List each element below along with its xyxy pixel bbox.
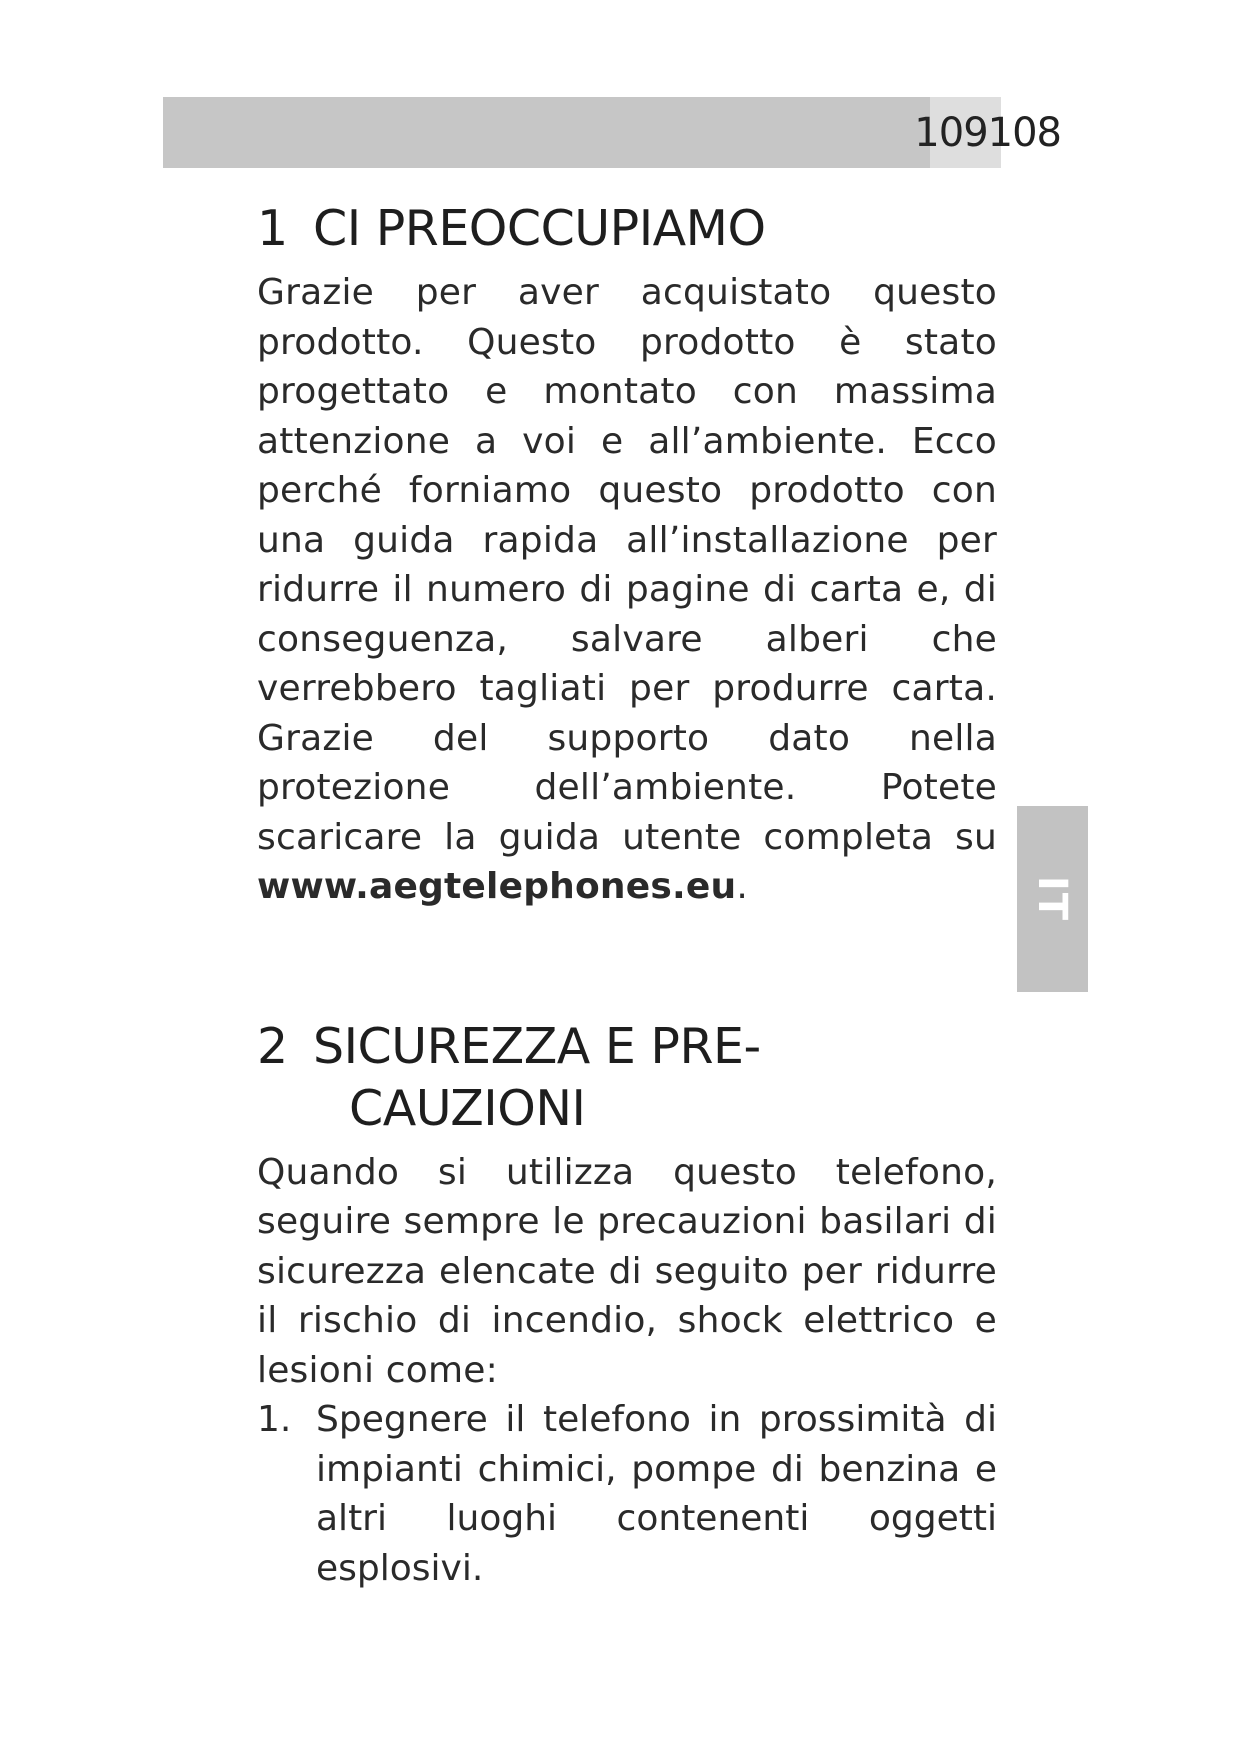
section-2-intro: Quando si utilizza questo telefono, seguire sempre le precauzioni basilari di sicurezza elencate di seguito per ridurre il rischio di incendio, shock elettrico e lesioni come: (257, 1151, 997, 1391)
section-1-number: 1 (257, 200, 288, 257)
header-bar (163, 97, 930, 168)
safety-list (257, 1395, 997, 1593)
section-1-title-text: CI PREOCCUPIAMO (313, 200, 766, 257)
section-1-body-text: Grazie per aver acquistato questo prodotto. Questo prodotto è stato progettato e montato con massima attenzione a voi e all’ambiente. Ecco perché forniamo questo prodotto con una guida rapida all’installazione per ridurre il numero di pagine di carta e, di conseguenza, salvare alberi che verrebbero tagliati per produrre carta. Grazie del supporto dato nella protezione dell’ambiente. Potete scaricare la guida utente completa su (257, 272, 997, 858)
section-2-title-line1: SICUREZZA E PRE- (313, 1017, 761, 1075)
page-number: 109108 (914, 110, 1061, 156)
list-item-text: Spegnere il telefono in prossimità di impianti chimici, pompe di benzina e altri luoghi contenenti oggetti esplosivi. (316, 1399, 997, 1589)
section-2-title (257, 1016, 997, 1140)
list-item-marker: 1. (257, 1399, 292, 1440)
language-tab-label: IT (1029, 875, 1076, 923)
section-2-title-line2: CAUZIONI (349, 1079, 586, 1137)
section-1-body-end: . (736, 866, 748, 907)
language-tab (1017, 806, 1088, 992)
page-content (257, 198, 997, 1593)
section-2-number: 2 (257, 1017, 288, 1075)
list-item (257, 1395, 997, 1593)
section-1-body (257, 268, 997, 912)
section-1-title (257, 198, 997, 260)
website-link[interactable]: www.aegtelephones.eu (257, 866, 737, 907)
